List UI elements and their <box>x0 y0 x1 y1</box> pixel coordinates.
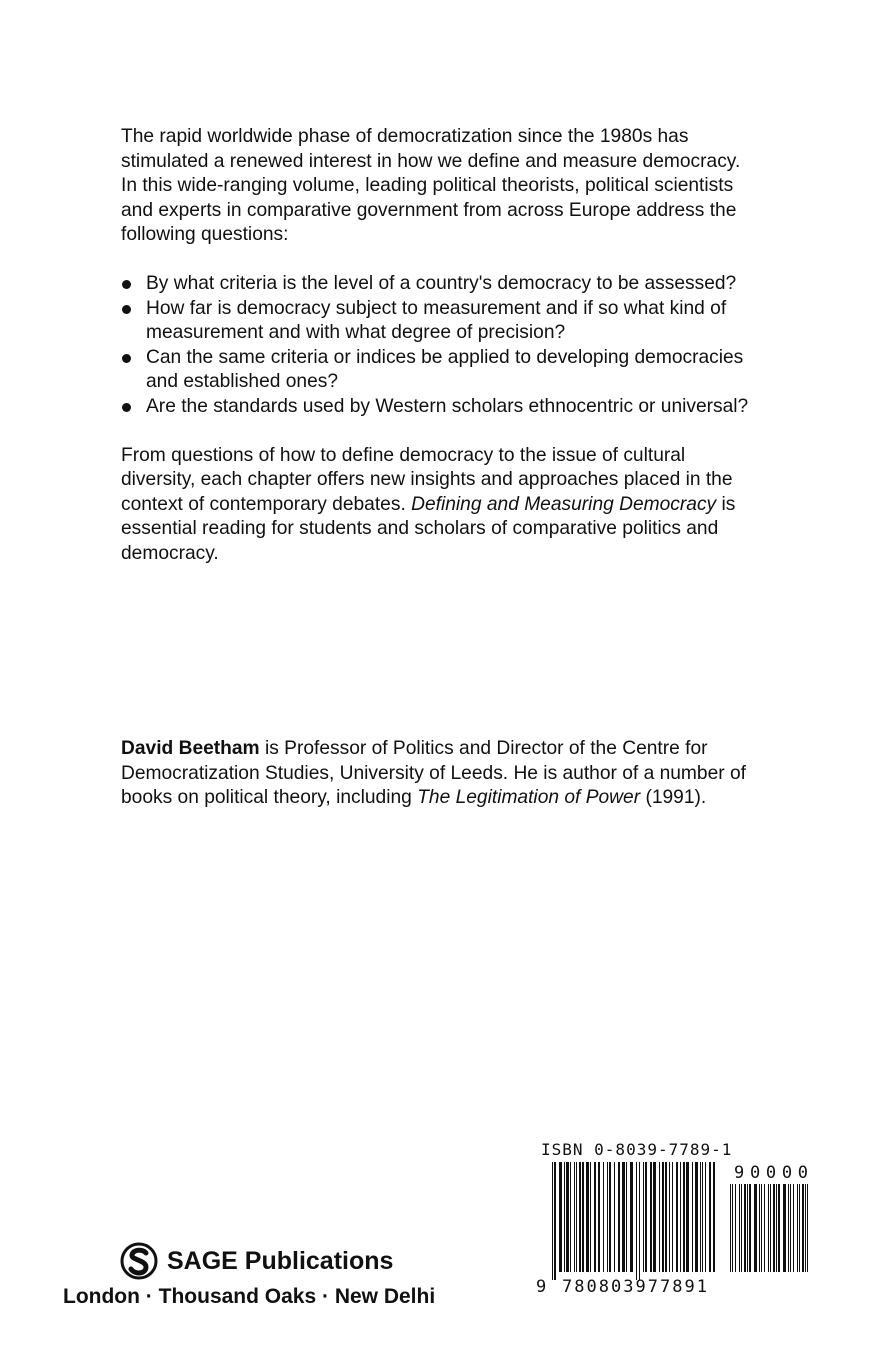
bullet-icon <box>122 305 131 314</box>
bullet-icon <box>122 280 131 289</box>
sage-logo-icon <box>120 1240 158 1282</box>
barcode-bar <box>607 1162 608 1272</box>
barcode-bar <box>622 1162 625 1272</box>
list-item <box>121 272 761 297</box>
barcode-bar <box>645 1162 647 1272</box>
barcode-bar <box>609 1162 611 1272</box>
barcode-bar <box>695 1162 698 1272</box>
author-bio <box>121 737 761 811</box>
barcode-bar <box>639 1162 640 1280</box>
barcode-bar <box>793 1184 794 1272</box>
barcode-bar <box>702 1162 703 1272</box>
barcode-bar <box>709 1162 711 1272</box>
barcode-bar <box>603 1162 604 1272</box>
barcode-bar <box>552 1162 553 1280</box>
barcode-bar <box>713 1162 715 1272</box>
barcode-bar <box>636 1162 637 1280</box>
barcode-bar <box>778 1184 780 1272</box>
barcode-bar <box>659 1162 660 1272</box>
barcode-bar <box>754 1184 757 1272</box>
ean-digits: 780803977891 <box>562 1277 707 1297</box>
barcode-bar <box>683 1162 685 1272</box>
barcode-bar <box>662 1162 664 1272</box>
barcode-bar <box>761 1184 762 1272</box>
barcode-bar <box>598 1162 600 1272</box>
barcode-bar <box>741 1184 742 1272</box>
question-list <box>121 272 761 420</box>
barcode-bar <box>630 1162 633 1272</box>
addon-digits: 90000 <box>734 1163 808 1183</box>
barcode-bar <box>692 1162 693 1272</box>
barcode-bar <box>559 1162 562 1272</box>
barcode-bar <box>665 1162 667 1272</box>
barcode-bar <box>570 1162 571 1272</box>
barcode-bar <box>783 1184 786 1272</box>
list-item <box>121 346 761 395</box>
barcode-bar <box>759 1184 760 1272</box>
author-book-year: (1991). <box>645 787 707 809</box>
author-book-title: The Legitimation of Power <box>417 787 641 809</box>
barcode-bar <box>554 1162 556 1280</box>
barcode-bar <box>669 1162 670 1272</box>
barcode-bar <box>749 1184 751 1272</box>
barcode-bar <box>770 1184 771 1272</box>
barcode-bar <box>686 1162 689 1272</box>
closing-tail: is essential reading for students and scholars of comparative politics and democracy. <box>121 493 736 564</box>
barcode-bar <box>768 1184 769 1272</box>
author-bio-text: is Professor of Politics and Director of the Centre for Democratization Studies, University of Leeds. He is author of a number of books on political theory, including <box>121 738 746 809</box>
barcode-bar <box>730 1184 731 1272</box>
barcode-bar <box>594 1162 596 1272</box>
list-item <box>121 395 761 420</box>
barcode <box>528 1160 818 1300</box>
ean-first-digit: 9 <box>536 1277 547 1297</box>
author-name: David Beetham <box>121 738 260 759</box>
barcode-bar <box>732 1184 733 1272</box>
barcode-bar <box>576 1162 577 1272</box>
barcode-bar <box>566 1162 569 1272</box>
publisher-row <box>120 1240 435 1282</box>
barcode-bar <box>653 1162 656 1272</box>
question-text: Can the same criteria or indices be applied to developing democracies and established ones? <box>146 346 744 393</box>
barcode-bar <box>650 1162 652 1272</box>
barcode-bar <box>672 1162 673 1272</box>
addon-barcode-bars <box>730 1184 808 1272</box>
barcode-bar <box>799 1184 800 1272</box>
barcode-bar <box>574 1162 575 1272</box>
barcode-bar <box>807 1184 808 1272</box>
list-item <box>121 297 761 346</box>
publisher-block <box>63 1240 435 1310</box>
barcode-bar <box>579 1162 581 1272</box>
question-text: Are the standards used by Western scholars ethnocentric or universal? <box>146 395 749 417</box>
barcode-bar <box>618 1162 620 1272</box>
barcode-bar <box>735 1184 736 1272</box>
bullet-icon <box>122 354 131 363</box>
barcode-bar <box>744 1184 746 1272</box>
barcode-bar <box>747 1184 748 1272</box>
closing-lead: From questions of how to define democracy to the issue of cultural diversity, each chapter offers new insights and approaches placed in the context of contemporary debates. <box>121 444 733 515</box>
question-text: By what criteria is the level of a country's democracy to be assessed? <box>146 272 737 294</box>
intro-paragraph: The rapid worldwide phase of democratization since the 1980s has stimulated a renewed interest in how we define and measure democracy. In this wide-ranging volume, leading political theorists, political scientists and experts in comparative government from across Europe address the following questions: <box>121 126 741 246</box>
question-text: How far is democracy subject to measurement and if so what kind of measurement and with what degree of precision? <box>146 297 727 344</box>
ean-barcode-bars <box>552 1162 715 1280</box>
barcode-bar <box>590 1162 591 1272</box>
barcode-bar <box>700 1162 701 1272</box>
barcode-bar <box>739 1184 740 1272</box>
isbn-label: ISBN 0-8039-7789-1 <box>541 1140 733 1159</box>
book-title: Defining and Measuring Democracy <box>411 493 717 515</box>
barcode-bar <box>805 1184 806 1272</box>
publisher-cities: London · Thousand Oaks · New Delhi <box>63 1285 436 1308</box>
barcode-bar <box>676 1162 678 1272</box>
barcode-bar <box>773 1184 775 1272</box>
barcode-bar <box>705 1162 706 1272</box>
barcode-bar <box>643 1162 644 1272</box>
back-cover-blurb <box>121 125 761 567</box>
barcode-bar <box>776 1184 777 1272</box>
publisher-name: SAGE Publications <box>167 1247 394 1275</box>
barcode-bar <box>790 1184 791 1272</box>
bullet-icon <box>122 403 131 412</box>
barcode-bar <box>582 1162 584 1272</box>
barcode-bar <box>797 1184 798 1272</box>
barcode-bar <box>586 1162 589 1272</box>
barcode-bar <box>626 1162 627 1272</box>
barcode-bar <box>788 1184 789 1272</box>
barcode-bar <box>680 1162 681 1272</box>
barcode-bar <box>802 1184 804 1272</box>
barcode-bar <box>614 1162 615 1272</box>
barcode-bar <box>564 1162 565 1272</box>
closing-paragraph <box>121 444 761 567</box>
barcode-bar <box>764 1184 765 1272</box>
